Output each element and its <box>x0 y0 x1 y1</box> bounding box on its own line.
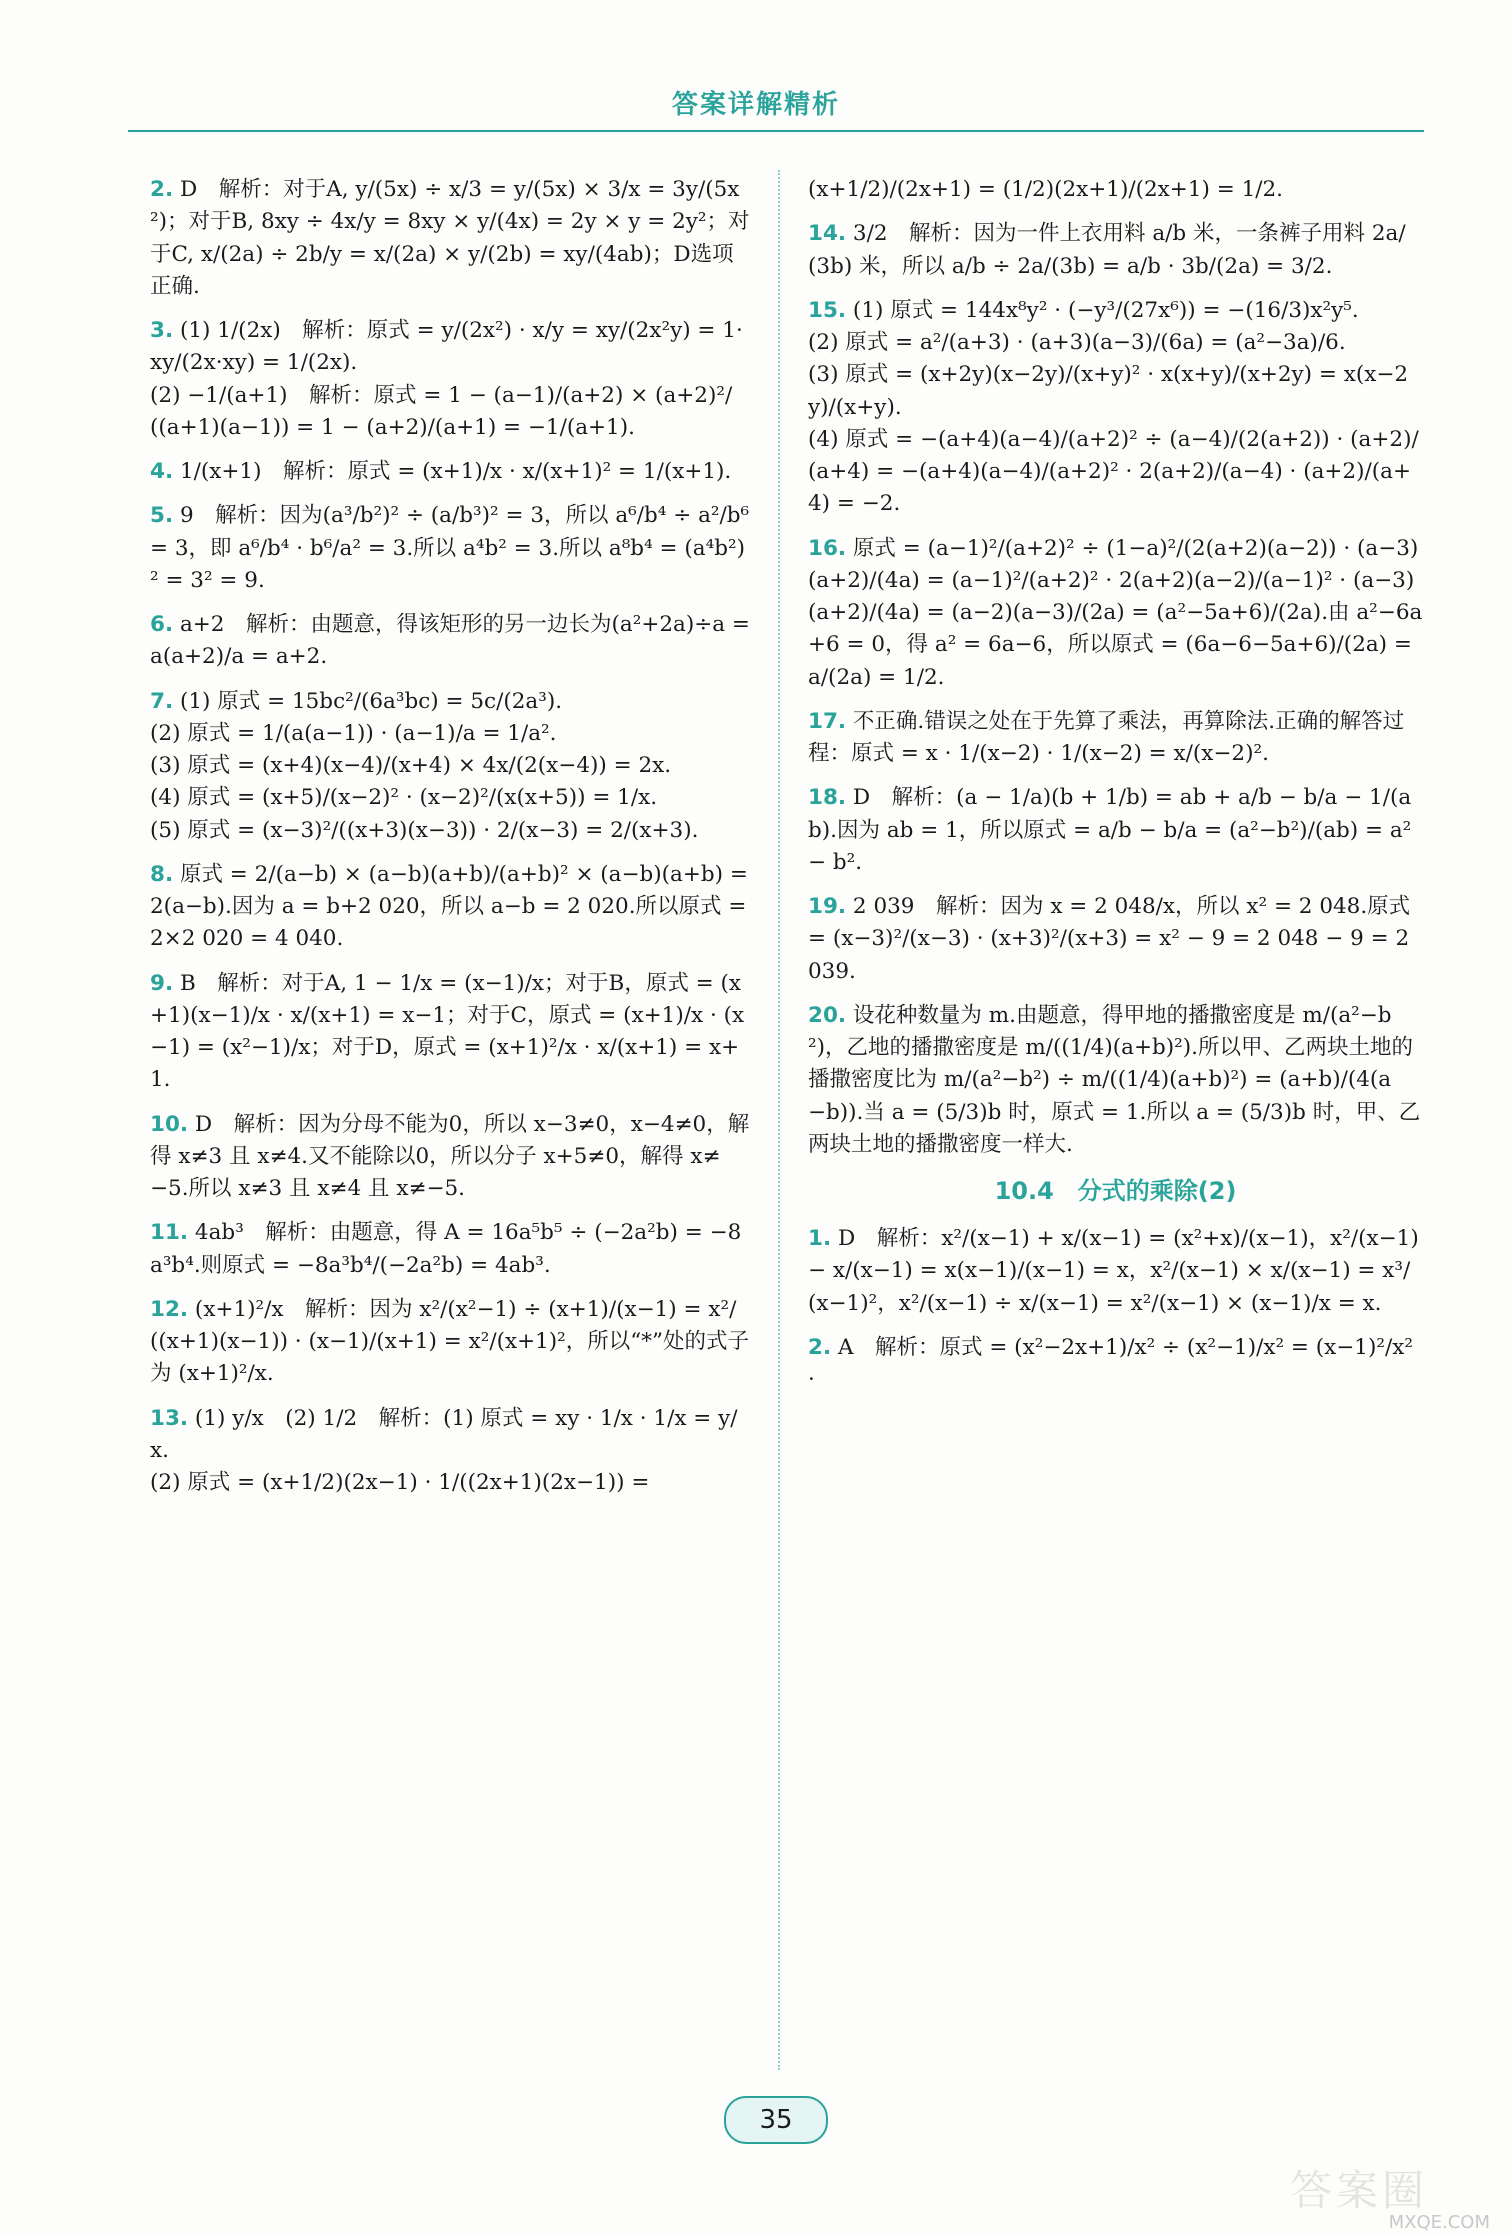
answer-number: 11. <box>150 1220 189 1246</box>
answer-text: 不正确.错误之处在于先算了乘法，再算除法.正确的解答过程：原式 = x · 1/(x−2) · 1/(x−2) = x/(x−2)². <box>808 708 1405 766</box>
right-items <box>808 174 1423 1161</box>
answer-text: (x+1/2)/(2x+1) = (1/2)(2x+1)/(2x+1) = 1/2. <box>808 177 1284 202</box>
answer-text: 原式 = 2/(a−b) × (a−b)(a+b)/(a+b)² × (a−b)(a+b) = 2(a−b).因为 a = b+2 020，所以 a−b = 2 020.所以原式 = 2×2 020 = 4 040. <box>150 861 755 952</box>
answer-item <box>808 706 1423 771</box>
answer-text: 设花种数量为 m.由题意，得甲地的播撒密度是 m/(a²−b²)，乙地的播撒密度是 m/((1/4)(a+b)²).所以甲、乙两块土地的播撒密度比为 m/(a²−b²) ÷ m/((1/4)(a+b)²) = (a+b)/(4(a−b)).当 a = (5/3)b 时，原式 = 1.所以 a = (5/3)b 时，甲、乙两块土地的播撒密度一样大. <box>808 1002 1421 1157</box>
answer-number: 16. <box>808 535 847 561</box>
answer-text: 1/(x+1) 解析：原式 = (x+1)/x · x/(x+1)² = 1/(x+1). <box>173 459 732 484</box>
answer-item <box>150 1217 750 1282</box>
watermark-url: MXQE.COM <box>1388 2212 1490 2233</box>
answer-item <box>808 295 1423 521</box>
page-header-title: 答案详解精析 <box>671 90 840 120</box>
answer-item <box>150 1109 750 1206</box>
answer-text: B 解析：对于A, 1 − 1/x = (x−1)/x；对于B，原式 = (x+1)(x−1)/x · x/(x+1) = x−1；对于C，原式 = (x+1)/x · (x−1) = (x²−1)/x；对于D，原式 = (x+1)²/x · x/(x+1) = x+1. <box>150 970 745 1093</box>
answer-item <box>808 174 1423 206</box>
answer-text: (1) 原式 = 15bc²/(6a³bc) = 5c/(2a³). (2) 原式 = 1/(a(a−1)) · (a−1)/a = 1/a². (3) 原式 = (x+4)(x−4)/(x+4) × 4x/(2(x−4)) = 2x. (4) 原式 = (x+5)/(x−2)² · (x−2)²/(x(x+5)) = 1/x. (5) 原式 = (x−3)²/((x+3)(x−3)) · 2/(x−3) = 2/(x+3). <box>150 688 699 843</box>
answer-text: (1) 1/(2x) 解析：原式 = y/(2x²) · x/y = xy/(2x²y) = 1·xy/(2x·xy) = 1/(2x). (2) −1/(a+1) 解析：原式 = 1 − (a−1)/(a+2) × (a+2)²/((a+1)(a−1)) = 1 − (a+2)/(a+1) = −1/(a+1). <box>150 318 743 440</box>
answer-text: 4ab³ 解析：由题意，得 A = 16a⁵b⁵ ÷ (−2a²b) = −8a³b⁴.则原式 = −8a³b⁴/(−2a²b) = 4ab³. <box>150 1220 742 1278</box>
answer-text: D 解析：x²/(x−1) + x/(x−1) = (x²+x)/(x−1)，x²/(x−1) − x/(x−1) = x(x−1)/(x−1) = x，x²/(x−1) × x/(x−1) = x³/(x−1)²，x²/(x−1) ÷ x/(x−1) = x²/(x−1) × (x−1)/x = x. <box>808 1226 1426 1316</box>
answer-text: 9 解析：因为(a³/b²)² ÷ (a/b³)² = 3，所以 a⁶/b⁴ ÷ a²/b⁶ = 3，即 a⁶/b⁴ · b⁶/a² = 3.所以 a⁴b² = 3.所以 a⁸b⁴ = (a⁴b²)² = 3² = 9. <box>150 503 756 593</box>
answer-number: 12. <box>150 1296 189 1322</box>
answer-text: (1) y/x (2) 1/2 解析：(1) 原式 = xy · 1/x · 1/x = y/x. (2) 原式 = (x+1/2)(2x−1) · 1/((2x+1)(2x−1)) = <box>150 1405 738 1495</box>
answer-number: 17. <box>808 708 847 734</box>
column-divider <box>778 170 780 2070</box>
answer-number: 13. <box>150 1405 189 1431</box>
header-rule <box>128 130 1424 132</box>
answer-text: D 解析：(a − 1/a)(b + 1/b) = ab + a/b − b/a − 1/(ab).因为 ab = 1，所以原式 = a/b − b/a = (a²−b²)/(ab) = a² − b². <box>808 785 1419 875</box>
answer-item <box>150 609 757 674</box>
answer-number: 2. <box>808 1334 832 1360</box>
answer-number: 8. <box>150 861 174 887</box>
answer-text: (1) 原式 = 144x⁸y² · (−y³/(27x⁶)) = −(16/3)x²y⁵. (2) 原式 = a²/(a+3) · (a+3)(a−3)/(6a) = (a²−3a)/6. (3) 原式 = (x+2y)(x−2y)/(x+y)² · x(x+y)/(x+2y) = x(x−2y)/(x+y). (4) 原式 = −(a+4)(a−4)/(a+2)² ÷ (a−4)/(2(a+2)) · (a+2)/(a+4) = −(a+4)(a−4)/(a+2)² · 2(a+2)/(a−4) · (a+2)/(a+4) = −2. <box>808 297 1419 517</box>
answer-number: 7. <box>150 688 174 714</box>
answer-number: 3. <box>150 318 174 343</box>
answer-item <box>808 891 1423 988</box>
answer-number: 5. <box>150 503 174 529</box>
answer-item <box>808 1000 1423 1161</box>
answer-item <box>808 1223 1426 1320</box>
answer-item <box>150 968 750 1097</box>
answer-number: 20. <box>808 1002 847 1028</box>
answer-number: 2. <box>150 177 174 202</box>
answer-number: 10. <box>150 1111 189 1137</box>
answer-number: 1. <box>808 1226 832 1251</box>
answer-text: 原式 = (a−1)²/(a+2)² ÷ (1−a)²/(2(a+2)(a−2)) · (a−3)(a+2)/(4a) = (a−1)²/(a+2)² · 2(a+2)(a−2)/(a−1)² · (a−3)(a+2)/(4a) = (a−2)(a−3)/(2a) = (a²−5a+6)/(2a).由 a²−6a+6 = 0，得 a² = 6a−6，所以原式 = (6a−6−5a+6)/(2a) = a/(2a) = 1/2. <box>808 535 1423 690</box>
answer-item <box>808 1332 1423 1397</box>
section-title: 10.4 分式的乘除(2) <box>994 1177 1237 1205</box>
section-items <box>808 1223 1426 1396</box>
answer-text: A 解析：原式 = (x²−2x+1)/x² ÷ (x²−1)/x² = (x−1)²/x² · <box>808 1334 1420 1392</box>
answer-text: a+2 解析：由题意，得该矩形的另一边长为(a²+2a)÷a = a(a+2)/a = a+2. <box>150 612 757 670</box>
answer-item <box>150 456 750 488</box>
answer-item <box>808 533 1423 694</box>
answer-number: 14. <box>808 221 847 247</box>
answer-item <box>150 686 750 847</box>
answer-text: D 解析：因为分母不能为0，所以 x−3≠0，x−4≠0，解得 x≠3 且 x≠4.又不能除以0，所以分子 x+5≠0，解得 x≠−5.所以 x≠3 且 x≠4 且 x≠−5. <box>150 1111 750 1201</box>
answer-text: 2 039 解析：因为 x = 2 048/x，所以 x² = 2 048.原式 = (x−3)²/(x−3) · (x+3)²/(x+3) = x² − 9 = 2 048 − 9 = 2 039. <box>808 894 1418 984</box>
answer-item <box>150 500 756 597</box>
answer-number: 6. <box>150 612 174 637</box>
answer-item <box>150 1294 750 1391</box>
answer-item <box>808 218 1423 283</box>
answer-item <box>150 1403 750 1500</box>
answer-text: D 解析：对于A, y/(5x) ÷ x/3 = y/(5x) × 3/x = 3y/(5x²)；对于B, 8xy ÷ 4x/y = 8xy × y/(4x) = 2y × y = 2y²；对于C, x/(2a) ÷ 2b/y = x/(2a) × y/(2b) = xy/(4ab)；D选项正确. <box>150 177 750 299</box>
answer-text: (x+1)²/x 解析：因为 x²/(x²−1) ÷ (x+1)/(x−1) = x²/((x+1)(x−1)) · (x−1)/(x+1) = x²/(x+1)²，所以“*”处的式子为 (x+1)²/x. <box>150 1296 750 1387</box>
watermark-logo-text: 答案圈 <box>1290 2166 1429 2215</box>
right-column <box>808 174 1426 1408</box>
answer-number: 9. <box>150 970 174 996</box>
answer-item <box>150 315 750 444</box>
page-number: 35 <box>724 2096 828 2144</box>
answer-item <box>150 174 750 303</box>
answer-number: 19. <box>808 894 847 919</box>
answer-item <box>808 782 1423 879</box>
answer-text: 3/2 解析：因为一件上衣用料 a/b 米，一条裤子用料 2a/(3b) 米，所以 a/b ÷ 2a/(3b) = a/b · 3b/(2a) = 3/2. <box>808 221 1406 279</box>
answer-item <box>150 859 755 956</box>
answer-number: 18. <box>808 785 847 811</box>
answer-number: 4. <box>150 459 174 484</box>
watermark-logo <box>1290 2166 1490 2233</box>
answer-number: 15. <box>808 297 847 323</box>
left-column <box>150 174 757 1511</box>
